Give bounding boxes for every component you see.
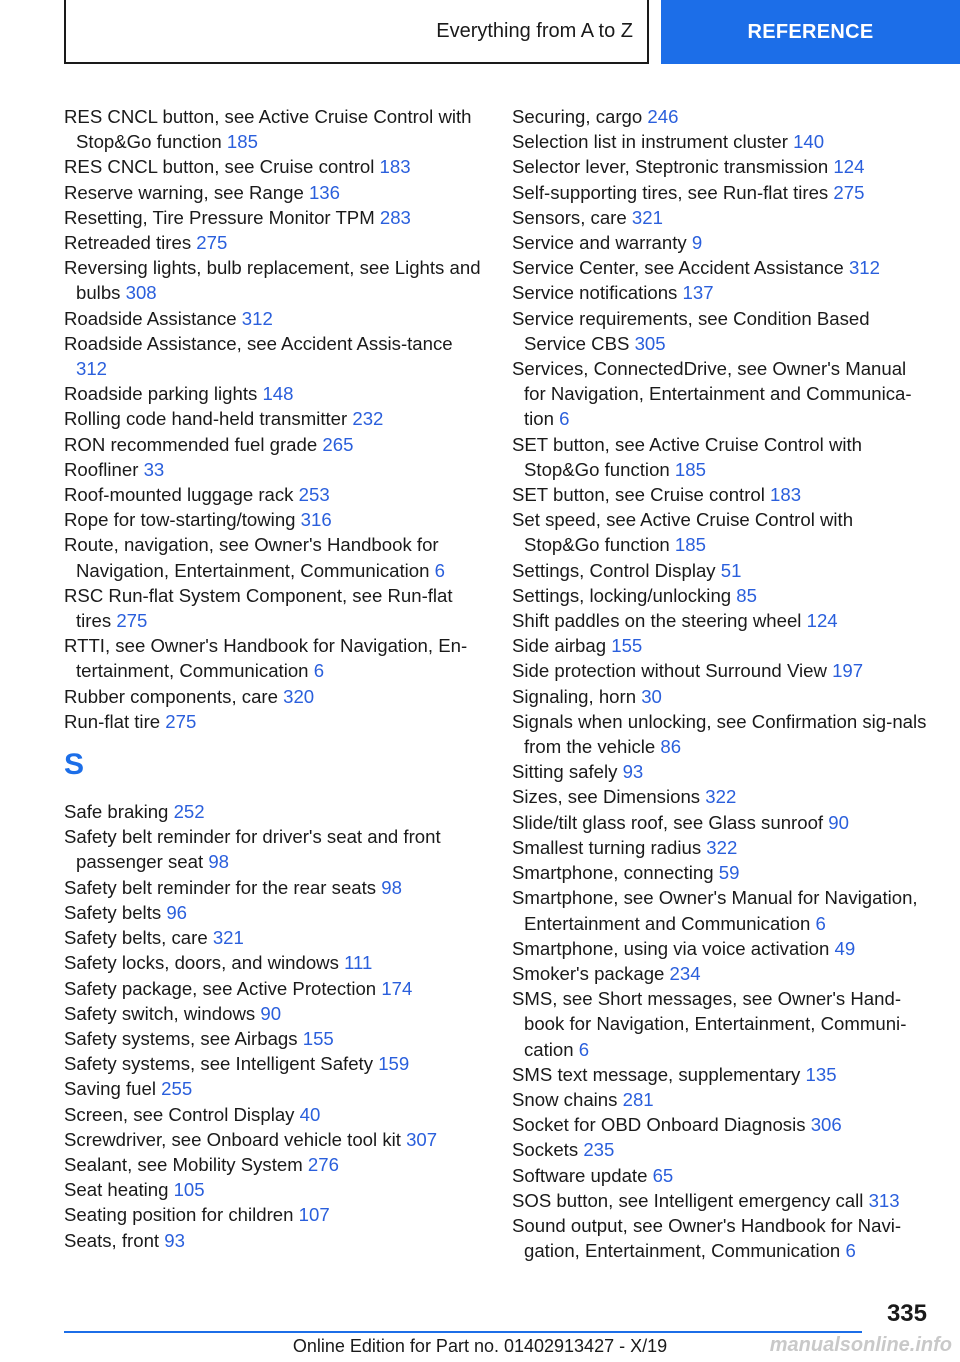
- index-entry: [64, 900, 482, 925]
- index-entry: [512, 558, 932, 583]
- index-entry-text: Smallest turning radius: [512, 836, 702, 858]
- index-entry: [512, 129, 932, 154]
- index-entry-text: Sitting safely: [512, 761, 618, 783]
- index-page-link[interactable]: 135: [805, 1063, 837, 1085]
- index-entry: [64, 1202, 482, 1227]
- index-entry: [64, 1076, 482, 1101]
- index-entry: [64, 950, 482, 975]
- index-entry-text: SMS, see Short messages, see Owner's Hand-book for Navigation, Entertainment, Communi-cation: [512, 988, 907, 1060]
- index-page-link[interactable]: 316: [300, 509, 332, 531]
- index-entry: [512, 104, 932, 129]
- index-entry: [512, 658, 932, 683]
- index-entry-text: Screen, see Control Display: [64, 1103, 295, 1125]
- index-entry-text: Software update: [512, 1164, 648, 1186]
- index-page-link[interactable]: 197: [832, 660, 864, 682]
- index-entry-text: Safe braking: [64, 801, 169, 823]
- header-section-label: REFERENCE: [747, 20, 874, 43]
- index-entry-text: Settings, locking/unlocking: [512, 584, 732, 606]
- index-entry: [64, 406, 482, 431]
- index-page-link[interactable]: 6: [434, 559, 445, 581]
- index-entry: [512, 205, 932, 230]
- index-entry: [64, 482, 482, 507]
- index-page-link[interactable]: 107: [298, 1204, 330, 1226]
- index-entry: [64, 331, 482, 381]
- index-page-link[interactable]: 305: [634, 332, 666, 354]
- index-entry: [512, 633, 932, 658]
- index-page-link[interactable]: 246: [647, 106, 679, 127]
- index-page-link[interactable]: 105: [173, 1179, 205, 1201]
- index-entry: [64, 532, 482, 582]
- index-page-link[interactable]: 281: [622, 1088, 654, 1110]
- index-entry: [512, 356, 932, 432]
- index-page-link[interactable]: 320: [283, 685, 315, 707]
- index-entry: [512, 180, 932, 205]
- index-entry-text: Slide/tilt glass roof, see Glass sunroof: [512, 811, 824, 833]
- index-page-link[interactable]: 235: [583, 1139, 615, 1161]
- index-page-link[interactable]: 51: [720, 559, 742, 581]
- index-page-link[interactable]: 155: [611, 635, 643, 657]
- index-page-link[interactable]: 308: [125, 282, 157, 304]
- index-entry: [64, 1228, 482, 1253]
- index-entry: [64, 684, 482, 709]
- index-entry: [64, 381, 482, 406]
- index-entry: [64, 180, 482, 205]
- index-entry: [64, 457, 482, 482]
- index-page-link[interactable]: 232: [352, 408, 384, 430]
- index-entry: [512, 684, 932, 709]
- index-entry: [64, 1026, 482, 1051]
- index-page-link[interactable]: 6: [845, 1240, 856, 1262]
- index-entry-text: Snow chains: [512, 1088, 618, 1110]
- index-entry: [512, 306, 932, 356]
- section-letter-s: S: [64, 748, 85, 782]
- index-page-link[interactable]: 124: [833, 156, 865, 178]
- index-page-link[interactable]: 312: [76, 358, 108, 380]
- index-entry-text: Safety systems, see Airbags: [64, 1027, 298, 1049]
- index-entry-text: Reserve warning, see Range: [64, 181, 304, 203]
- index-entry-text: Retreaded tires: [64, 232, 192, 254]
- index-entry: [64, 1051, 482, 1076]
- index-page-link[interactable]: 265: [322, 433, 354, 455]
- index-entry-text: Side protection without Surround View: [512, 660, 827, 682]
- index-page-link[interactable]: 59: [718, 862, 740, 884]
- index-entry-text: Saving fuel: [64, 1078, 156, 1100]
- index-entry-text: Resetting, Tire Pressure Monitor TPM: [64, 206, 375, 228]
- index-entry-text: Safety belt reminder for driver's seat and front passenger seat: [64, 826, 441, 873]
- index-entry-text: Smartphone, using via voice activation: [512, 937, 830, 959]
- index-entry: [512, 784, 932, 809]
- footer-edition-text: Online Edition for Part no. 01402913427 - X/19: [292, 1336, 668, 1356]
- index-entry: [512, 759, 932, 784]
- index-page-link[interactable]: 86: [660, 736, 682, 758]
- index-entry: [64, 306, 482, 331]
- index-entry: [64, 1001, 482, 1026]
- index-entry: [64, 799, 482, 824]
- index-entry-text: Service Center, see Accident Assistance: [512, 257, 844, 279]
- index-entry: [512, 482, 932, 507]
- index-entry: [512, 1213, 932, 1263]
- index-entry-text: Rolling code hand-held transmitter: [64, 408, 348, 430]
- index-page-link[interactable]: 30: [641, 685, 662, 707]
- index-page-link[interactable]: 6: [578, 1038, 590, 1060]
- index-group-r: [64, 104, 482, 734]
- index-column-right: [512, 104, 932, 1263]
- index-entry-text: Safety belts, care: [64, 927, 208, 949]
- index-page-link[interactable]: 313: [868, 1189, 900, 1211]
- index-page-link[interactable]: 312: [848, 257, 880, 279]
- index-page-link[interactable]: 93: [164, 1229, 185, 1251]
- index-entry: [512, 810, 932, 835]
- index-entry: [512, 1087, 932, 1112]
- index-page-link[interactable]: 6: [313, 660, 325, 682]
- index-entry-text: Reversing lights, bulb replacement, see Lights and bulbs: [64, 257, 481, 304]
- index-entry: [512, 255, 932, 280]
- index-entry-text: Roadside parking lights: [64, 383, 258, 405]
- index-entry-text: Sound output, see Owner's Handbook for Navi-gation, Entertainment, Communication: [512, 1214, 902, 1262]
- index-page-link[interactable]: 65: [652, 1164, 674, 1186]
- index-entry: [512, 709, 932, 759]
- index-entry-text: Sensors, care: [512, 206, 627, 228]
- index-page-link[interactable]: 33: [143, 458, 165, 480]
- index-page-link[interactable]: 283: [379, 206, 411, 228]
- index-entry-text: Settings, Control Display: [512, 559, 716, 581]
- index-entry-text: RTTI, see Owner's Handbook for Navigation, En-tertainment, Communication: [64, 635, 468, 682]
- index-entry-text: Roofliner: [64, 458, 139, 480]
- index-entry-text: Service and warranty: [512, 232, 687, 254]
- index-page-link[interactable]: 9: [691, 232, 703, 254]
- index-page-link[interactable]: 155: [302, 1027, 334, 1049]
- index-page-link[interactable]: 96: [166, 901, 188, 923]
- index-entry: [64, 1152, 482, 1177]
- index-page-link[interactable]: 136: [308, 181, 340, 203]
- index-entry: [64, 507, 482, 532]
- index-page-link[interactable]: 275: [196, 232, 228, 254]
- index-entry-text: Safety belts: [64, 901, 162, 923]
- header-chapter-title: Everything from A to Z: [436, 19, 633, 42]
- index-page-link[interactable]: 275: [165, 710, 197, 732]
- footer-divider: [64, 1331, 862, 1333]
- index-entry-text: Selector lever, Steptronic transmission: [512, 156, 829, 178]
- index-entry: [512, 1188, 932, 1213]
- index-page-link[interactable]: 306: [810, 1114, 842, 1136]
- index-page-link[interactable]: 85: [736, 584, 757, 606]
- index-page-link[interactable]: 185: [674, 458, 706, 480]
- index-entry-text: Seating position for children: [64, 1204, 294, 1226]
- index-page-link[interactable]: 275: [116, 610, 148, 632]
- index-entry: [512, 936, 932, 961]
- index-page-link[interactable]: 312: [241, 307, 273, 329]
- index-entry-text: Service requirements, see Condition Based Service CBS: [512, 307, 870, 354]
- index-entry-text: Screwdriver, see Onboard vehicle tool kit: [64, 1128, 401, 1150]
- index-entry-text: Safety package, see Active Protection: [64, 977, 377, 999]
- index-entry: [64, 1102, 482, 1127]
- index-entry-text: SOS button, see Intelligent emergency call: [512, 1189, 864, 1211]
- index-entry: [64, 925, 482, 950]
- watermark: manualsonline.info: [769, 1334, 952, 1356]
- index-entry-text: SMS text message, supplementary: [512, 1063, 801, 1085]
- index-page-link[interactable]: 90: [828, 811, 849, 833]
- index-page-link[interactable]: 49: [834, 937, 856, 959]
- index-page-link[interactable]: 174: [381, 977, 413, 999]
- index-page-link[interactable]: 322: [706, 836, 738, 858]
- header-section-tab: [661, 0, 960, 64]
- index-entry-text: Self-supporting tires, see Run-flat tires: [512, 181, 829, 203]
- index-page-link[interactable]: 137: [682, 282, 714, 304]
- page-number: 335: [886, 1300, 927, 1327]
- index-page-link[interactable]: 185: [226, 131, 258, 153]
- index-page-link[interactable]: 234: [669, 962, 701, 984]
- index-entry-text: Smartphone, see Owner's Manual for Navigation, Entertainment and Communication: [512, 887, 918, 934]
- index-page-link[interactable]: 252: [173, 801, 205, 823]
- index-entry: [512, 1137, 932, 1162]
- index-entry-text: RON recommended fuel grade: [64, 433, 318, 455]
- index-entry: [64, 104, 482, 154]
- index-entry-text: Service notifications: [512, 282, 678, 304]
- index-entry-text: Safety locks, doors, and windows: [64, 952, 339, 974]
- index-group-s-left: [64, 799, 482, 1253]
- index-entry-text: Safety belt reminder for the rear seats: [64, 876, 377, 898]
- index-entry-text: Shift paddles on the steering wheel: [512, 610, 802, 632]
- index-entry: [512, 1163, 932, 1188]
- index-entry-text: Rubber components, care: [64, 685, 278, 707]
- index-entry-text: RES CNCL button, see Active Cruise Control with Stop&Go function: [64, 106, 472, 153]
- index-page-link[interactable]: 124: [806, 610, 838, 632]
- index-entry: [64, 875, 482, 900]
- index-page-link[interactable]: 111: [344, 952, 373, 974]
- index-entry: [64, 1177, 482, 1202]
- index-page-link[interactable]: 6: [815, 912, 826, 934]
- index-entry: [64, 205, 482, 230]
- index-entry: [64, 709, 482, 734]
- index-entry-text: Side airbag: [512, 635, 607, 657]
- index-page-link[interactable]: 90: [260, 1002, 282, 1024]
- index-entry: [512, 835, 932, 860]
- index-page-link[interactable]: 321: [212, 927, 244, 949]
- index-page-link[interactable]: 159: [378, 1053, 410, 1075]
- index-entry-text: Selection list in instrument cluster: [512, 131, 788, 153]
- index-page-link[interactable]: 307: [406, 1128, 438, 1150]
- index-entry-text: SET button, see Active Cruise Control with Stop&Go function: [512, 433, 863, 480]
- index-entry-text: Services, ConnectedDrive, see Owner's Manual for Navigation, Entertainment and Communica-tion: [512, 358, 912, 430]
- index-column-left: [64, 104, 482, 1253]
- index-entry-text: Route, navigation, see Owner's Handbook for Navigation, Entertainment, Communication: [64, 534, 439, 581]
- index-page-link[interactable]: 93: [622, 761, 644, 783]
- index-entry: [64, 255, 482, 305]
- index-entry: [64, 432, 482, 457]
- index-entry-text: Socket for OBD Onboard Diagnosis: [512, 1114, 806, 1136]
- index-entry: [512, 583, 932, 608]
- index-entry: [512, 432, 932, 482]
- index-entry-text: Roadside Assistance, see Accident Assis-tance: [64, 332, 453, 354]
- index-entry-text: RSC Run-flat System Component, see Run-flat tires: [64, 584, 453, 632]
- index-entry: [64, 1127, 482, 1152]
- index-entry: [64, 633, 482, 683]
- index-entry-text: Rope for tow-starting/towing: [64, 509, 296, 531]
- index-page-link[interactable]: 6: [559, 408, 570, 430]
- index-entry-text: Sealant, see Mobility System: [64, 1153, 303, 1175]
- index-entry: [512, 608, 932, 633]
- index-entry: [512, 885, 932, 935]
- header-chapter-box: [64, 0, 649, 64]
- index-entry-text: Signals when unlocking, see Confirmation sig-nals from the vehicle: [512, 710, 927, 758]
- index-entry-text: Seat heating: [64, 1179, 169, 1201]
- index-entry: [512, 961, 932, 986]
- index-entry: [512, 1112, 932, 1137]
- index-entry-text: Sizes, see Dimensions: [512, 786, 701, 808]
- index-entry-text: SET button, see Cruise control: [512, 484, 765, 506]
- index-page-link[interactable]: 183: [379, 156, 411, 178]
- index-entry: [512, 860, 932, 885]
- index-entry-text: Safety switch, windows: [64, 1002, 256, 1024]
- index-entry: [512, 280, 932, 305]
- index-page-link[interactable]: 98: [208, 851, 230, 873]
- index-entry: [512, 230, 932, 255]
- index-page-link[interactable]: 255: [161, 1078, 193, 1100]
- index-page-link[interactable]: 321: [631, 206, 663, 228]
- index-entry: [64, 976, 482, 1001]
- index-page-link[interactable]: 40: [299, 1103, 321, 1125]
- index-entry-text: Smoker's package: [512, 962, 665, 984]
- index-entry: [512, 154, 932, 179]
- index-page-link[interactable]: 185: [674, 534, 706, 556]
- index-entry-text: Securing, cargo: [512, 106, 643, 127]
- index-entry: [512, 507, 932, 557]
- index-page-link[interactable]: 253: [298, 484, 330, 506]
- index-entry: [512, 986, 932, 1062]
- index-entry-text: Roadside Assistance: [64, 307, 237, 329]
- index-entry: [64, 230, 482, 255]
- index-page-link[interactable]: 183: [770, 484, 802, 506]
- index-entry: [64, 154, 482, 179]
- index-page-link[interactable]: 276: [307, 1153, 339, 1175]
- index-entry-text: Set speed, see Active Cruise Control with Stop&Go function: [512, 509, 854, 556]
- index-page-link[interactable]: 275: [833, 181, 865, 203]
- index-entry-text: Safety systems, see Intelligent Safety: [64, 1053, 374, 1075]
- index-entry: [512, 1062, 932, 1087]
- index-entry: [64, 583, 482, 633]
- index-entry-text: Smartphone, connecting: [512, 862, 714, 884]
- index-page-link[interactable]: 322: [705, 786, 737, 808]
- index-entry-text: Roof-mounted luggage rack: [64, 484, 294, 506]
- index-entry-text: Signaling, horn: [512, 685, 637, 707]
- index-page-link[interactable]: 148: [262, 383, 294, 405]
- index-entry-text: Sockets: [512, 1139, 579, 1161]
- index-entry-text: RES CNCL button, see Cruise control: [64, 156, 375, 178]
- index-page-link[interactable]: 98: [381, 876, 402, 898]
- index-entry: [64, 824, 482, 874]
- index-entry-text: Seats, front: [64, 1229, 160, 1251]
- index-group-s-right: [512, 104, 932, 1263]
- index-entry-text: Run-flat tire: [64, 710, 161, 732]
- index-page-link[interactable]: 140: [793, 131, 825, 153]
